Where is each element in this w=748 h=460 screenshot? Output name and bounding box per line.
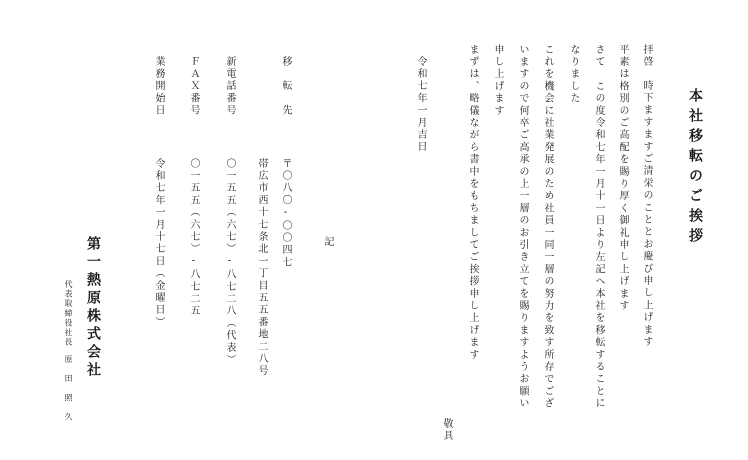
closing-keigu: 敬具 bbox=[441, 418, 452, 443]
representative-title: 代表取締役社長 bbox=[64, 280, 73, 348]
letter-date: 令和七年一月吉日 bbox=[415, 56, 426, 154]
representative-name: 原 田 照 久 bbox=[64, 355, 73, 423]
document-title: 本社移転のご挨拶 bbox=[687, 88, 703, 248]
body-line-5: これを機会に社業発展のため社員一同一層の努力を致す所存でござ bbox=[542, 44, 553, 410]
ki-heading: 記 bbox=[322, 236, 333, 249]
detail-label-phone: 新電話番号 bbox=[224, 56, 235, 117]
detail-phone: 〇一五五（六七）-八七二八（代表） bbox=[224, 158, 235, 367]
detail-fax: 〇一五五（六七）-八七二五 bbox=[188, 158, 199, 318]
detail-address: 帯広市西十七条北一丁目五五番地二八号 bbox=[256, 158, 267, 378]
company-name: 第一熱原株式会社 bbox=[85, 236, 101, 380]
detail-label-start: 業務開始日 bbox=[153, 56, 164, 117]
detail-label-fax: ＦＡＸ番号 bbox=[188, 56, 199, 117]
detail-postal-code: 〒〇八〇-〇〇四七 bbox=[280, 158, 291, 269]
detail-start-date: 令和七年一月十七日（金曜日） bbox=[153, 158, 164, 329]
salutation: 拝啓 bbox=[641, 44, 652, 69]
body-line-3: さて この度令和七年一月十一日より左記へ本社を移転することに bbox=[593, 44, 604, 410]
body-line-1: 時下ますますご清栄のこととお慶び申し上げます bbox=[641, 80, 652, 349]
body-line-4: なりました bbox=[568, 44, 579, 105]
detail-label-address: 移 転 先 bbox=[280, 56, 291, 117]
body-line-2: 平素は格別のご高配を賜り厚く御礼申し上げます bbox=[617, 44, 628, 313]
body-line-6: いますので何卒ご高承の上一層のお引き立てを賜りますようお願い bbox=[517, 44, 528, 410]
body-line-8: まずは、略儀ながら書中をもちましてご挨拶申し上げます bbox=[467, 44, 478, 362]
body-line-7: 申し上げます bbox=[492, 44, 503, 118]
